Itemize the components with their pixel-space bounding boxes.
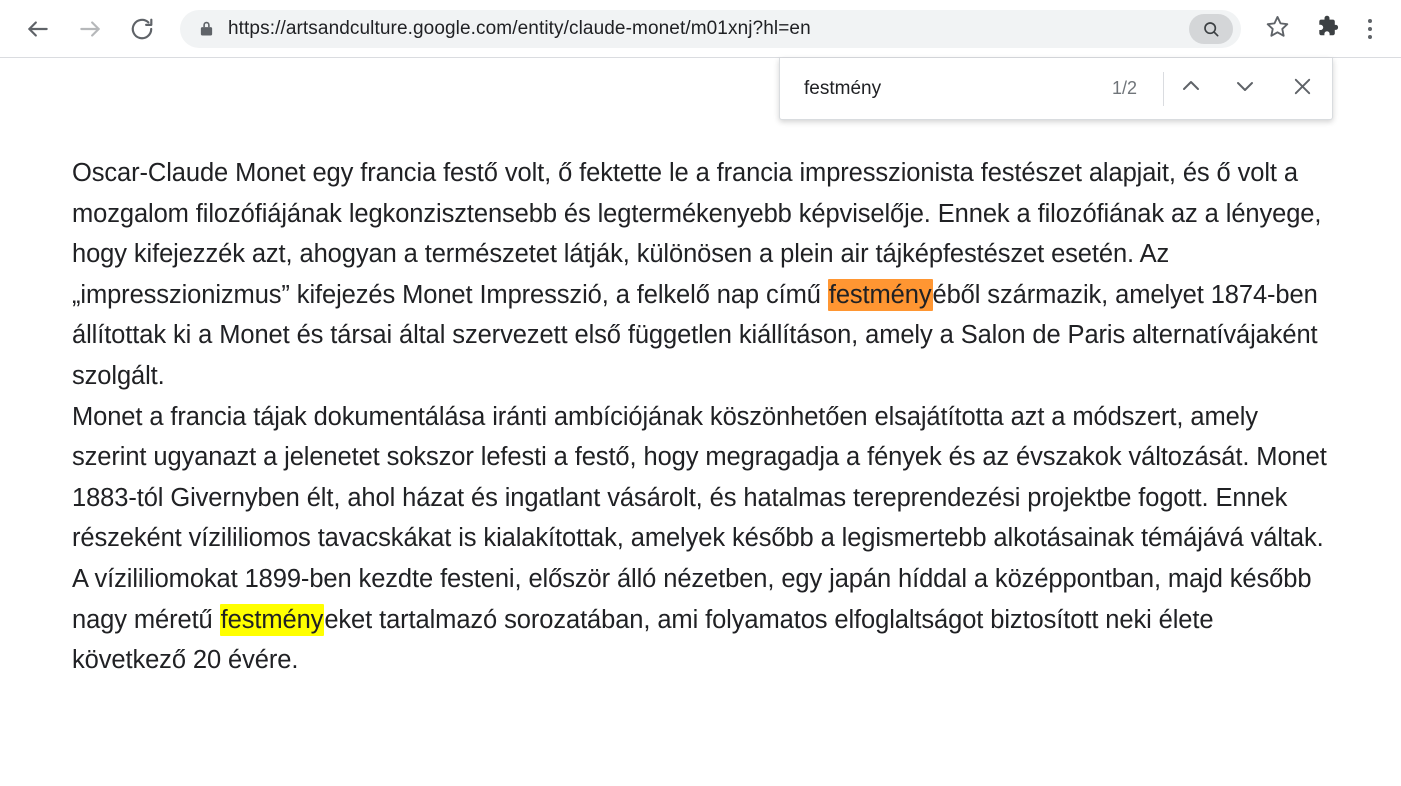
- find-previous-button[interactable]: [1164, 58, 1218, 119]
- bookmark-button[interactable]: [1259, 11, 1295, 47]
- omnibox-actions: [1189, 14, 1233, 44]
- paragraph2-text-before: Monet a francia tájak dokumentálása iránti ambíciójának köszönhetően elsajátította azt a módszert, amely szerint ugyanazt a jelenetet sokszor lefesti a festő, hogy megragadja a fények és az évszakok változását. Monet 1883-tól Givernyben élt, ahol házat és ingatlant vásárolt, és hatalmas tereprendezési projektbe fogott. Ennek részeként vízililiomos tavacskákat is kialakítottak, amelyek később a legismertebb alkotásainak témájává váltak. A vízililiomokat 1899-ben kezdte festeni, először álló nézetben, egy japán híddal a középpontban, majd később nagy méretű: [72, 402, 1327, 634]
- biography-paragraph-2: [72, 397, 1331, 681]
- forward-arrow-icon: [77, 16, 103, 42]
- find-close-button[interactable]: [1272, 58, 1332, 119]
- extensions-button[interactable]: [1307, 9, 1347, 49]
- forward-button[interactable]: [70, 9, 110, 49]
- paragraph1-text-after: éből származik, amelyet 1874-ben állítottak ki a Monet és társai által szervezett első független kiállításon, amely a Salon de Paris alternatívájaként szolgált.: [72, 280, 1318, 390]
- paragraph2-text-after: eket tartalmazó sorozatában, ami folyamatos elfoglaltságot biztosított neki élete következő 20 évére.: [72, 605, 1214, 675]
- chevron-down-icon: [1233, 74, 1257, 103]
- reload-button[interactable]: [122, 9, 162, 49]
- find-input-wrapper[interactable]: [780, 58, 1112, 119]
- url-text: https://artsandculture.google.com/entity/claude-monet/m01xnj?hl=en: [228, 17, 811, 39]
- page-content: [0, 57, 1401, 681]
- three-dots-menu-icon: [1368, 19, 1372, 39]
- find-input[interactable]: [804, 78, 1104, 100]
- back-button[interactable]: [18, 9, 58, 49]
- star-icon: [1265, 14, 1290, 44]
- browser-menu-button[interactable]: [1353, 9, 1387, 49]
- puzzle-piece-icon: [1314, 13, 1340, 44]
- browser-toolbar: [0, 0, 1401, 57]
- reload-icon: [129, 16, 155, 42]
- lock-icon: [198, 20, 214, 38]
- paragraph1-text-before: Oscar-Claude Monet egy francia festő volt, ő fektette le a francia impresszionista festészet alapjait, és ő volt a mozgalom filozófiájának legkonzisztensebb és legtermékenyebb képviselője. Ennek a filozófiának az a lényege, hogy kifejezzék azt, ahogyan a természetet látják, különösen a plein air tájképfestészet esetén. Az „impresszionizmus” kifejezés Monet Impresszió, a felkelő nap című: [72, 159, 1322, 309]
- find-match-count: 1/2: [1111, 78, 1137, 98]
- chevron-up-icon: [1179, 74, 1203, 103]
- find-bar: [779, 58, 1333, 120]
- close-icon: [1291, 75, 1314, 103]
- back-arrow-icon: [25, 16, 51, 42]
- biography-paragraph-1: [72, 153, 1331, 397]
- find-next-button[interactable]: [1218, 58, 1272, 119]
- find-in-page-icon[interactable]: [1189, 14, 1233, 44]
- active-search-highlight: festmény: [828, 280, 932, 309]
- address-bar[interactable]: [180, 10, 1241, 48]
- search-highlight: festmény: [220, 605, 324, 634]
